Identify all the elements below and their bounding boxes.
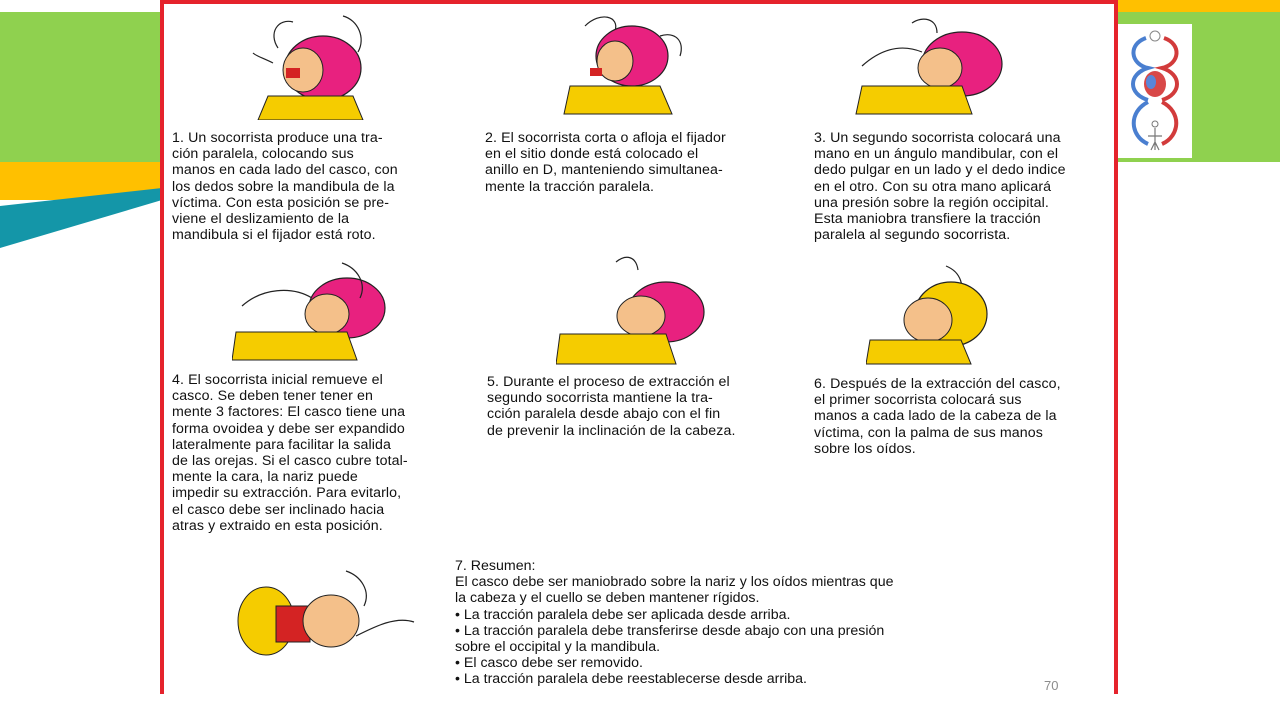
step-3-text: 3. Un segundo socorrista colocará una mano en un ángulo mandibular, con el dedo pulgar en un lado y el dedo indice en el otro. Con su otra mano aplicará una presión sobre la región occipital. Esta maniobra transfiere la tracción paralela al segundo socorrista.: [814, 130, 1066, 244]
step-2-text: 2. El socorrista corta o afloja el fijador en el sitio donde está colocado el anillo en D, manteniendo simultanea- mente la tracción paralela.: [485, 130, 726, 195]
step-4-illustration: [232, 258, 402, 362]
step-5-text: 5. Durante el proceso de extracción el segundo socorrista mantiene la tra- cción paralela desde abajo con el fin de prevenir la inclinación de la cabeza.: [487, 374, 736, 439]
decor-green-band-left: [0, 12, 162, 162]
step-2-illustration: [560, 6, 690, 116]
summary-text: 7. Resumen: El casco debe ser maniobrado sobre la nariz y los oídos mientras que la cabeza y el cuello se deben mantener rígidos. • La tracción paralela debe ser aplicada desde arriba. • La tracción paralela debe transferirse desde abajo con una presión sobre el occipital y la mandibula. • El casco debe ser removido. • La tracción paralela debe reestablecerse desde arriba.: [455, 558, 894, 688]
decor-yellow-band-right: [1118, 0, 1280, 12]
step-1-text: 1. Un socorrista produce una tra- ción paralela, colocando sus manos en cada lado del casco, con los dedos sobre la mandibula de la víctima. Con esta posición se pre- viene el deslizamiento de la mandibula si el fijador está roto.: [172, 130, 398, 244]
circulatory-system-image: [1118, 24, 1192, 158]
step-5-illustration: [556, 252, 716, 366]
step-4-text: 4. El socorrista inicial remueve el casco. Se deben tener tener en mente 3 factores: El casco tiene una forma ovoidea y debe ser expandido lateralmente para facilitar la salida de las orejas. Si el casco cubre total- mente la cara, la nariz puede impedir su extracción. Para evitarlo, el casco debe ser inclinado hacia atras y extraido en esta posición.: [172, 372, 408, 534]
slide-number: 70: [1044, 678, 1059, 693]
step-6-text: 6. Después de la extracción del casco, el primer socorrista colocará sus manos a cada lado de la cabeza de la víctima, con la palma de sus manos sobre los oídos.: [814, 376, 1061, 457]
step-7-illustration: [236, 566, 416, 676]
step-1-illustration: [248, 8, 378, 120]
step-6-illustration: [866, 262, 1006, 366]
step-3-illustration: [852, 8, 1012, 116]
